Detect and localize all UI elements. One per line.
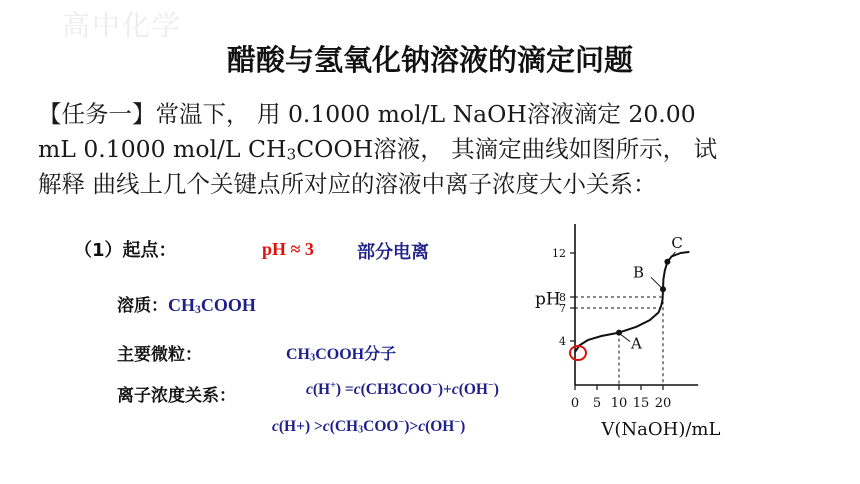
x-tick-label: 20: [654, 396, 672, 411]
particles-label: 主要微粒：: [117, 345, 202, 365]
x-axis-label: V(NaOH)/mL: [601, 419, 721, 440]
point-label-c: C: [671, 233, 683, 252]
task-line-2: mL 0.1000 mol/L $CH_3COOH$溶液， 其滴定曲线如图所示， 试: [38, 135, 718, 164]
relation-label: 离子浓度关系：: [117, 386, 236, 406]
equation-concentration-order: $c(H+) >c(CH_3COO^-)>c(OH^-)$: [272, 417, 466, 436]
x-tick-label: 15: [632, 396, 650, 411]
watermark: 高中化学: [62, 9, 183, 42]
x-tick-label: 0: [570, 396, 580, 411]
y-tick-label: 8: [559, 291, 566, 304]
y-tick-label: 12: [552, 247, 566, 260]
point-label-a: A: [631, 334, 642, 353]
y-axis-label: pH: [535, 289, 561, 310]
point-a-leader: [621, 335, 630, 342]
solute-row: 溶质：$CH_3COOH$: [117, 295, 256, 316]
titration-chart: [525, 222, 825, 452]
x-tick-label: 10: [610, 396, 628, 411]
task-line-1: 【任务一】常温下， 用 0.1000 mol/L NaOH溶液滴定 20.00: [38, 100, 696, 128]
particles-value: $CH_3COOH$分子: [286, 346, 397, 364]
point-b-leader: [651, 277, 661, 287]
x-tick-label: 5: [592, 396, 602, 411]
ph-value: pH ≈ 3: [262, 239, 314, 259]
equation-charge-balance: c(H+) =c(CH3COO−)+c(OH−): [306, 380, 499, 399]
task-line-3: 解释 曲线上几个关键点所对应的溶液中离子浓度大小关系：: [38, 170, 657, 198]
section-heading: （1）起点：: [74, 240, 177, 261]
ionization-note: 部分电离: [357, 242, 429, 263]
y-tick-label: 4: [559, 335, 566, 348]
y-tick-label: 7: [559, 302, 566, 315]
point-label-b: B: [633, 263, 645, 282]
page-title: 醋酸与氢氧化钠溶液的滴定问题: [226, 43, 633, 77]
